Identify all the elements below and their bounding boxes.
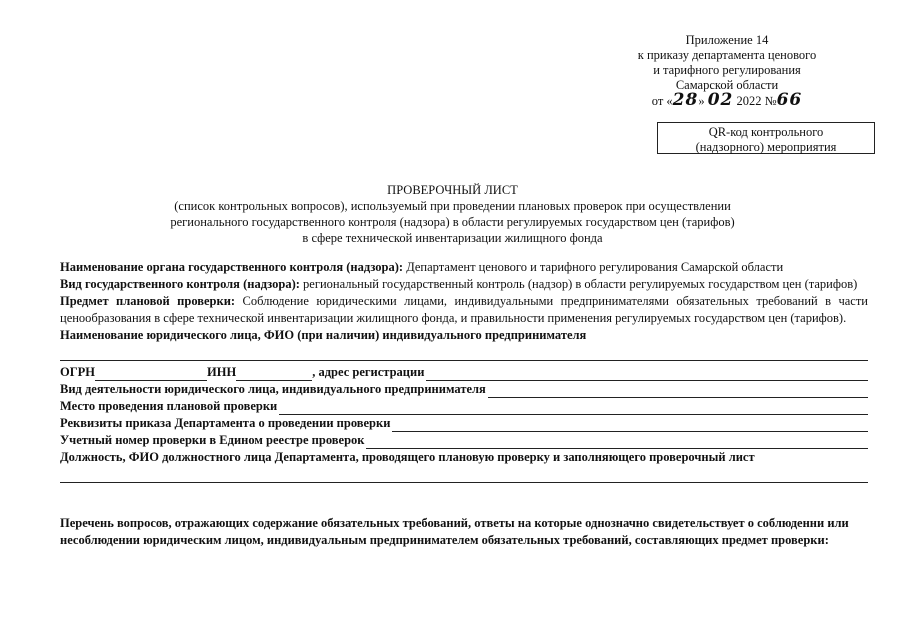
activity-row — [60, 381, 868, 398]
appendix-block — [607, 33, 847, 109]
official-label: Должность, ФИО должностного лица Департамента, проводящего плановую проверку и заполняющего проверочный лист — [60, 450, 755, 464]
order-details-label: Реквизиты приказа Департамента о проведении проверки — [60, 416, 391, 430]
inn-label: ИНН — [207, 365, 237, 379]
order-details-field[interactable] — [392, 419, 868, 432]
appendix-line4: Самарской области — [675, 78, 779, 92]
date-year-no: 2022 № — [733, 94, 777, 108]
handwritten-day: 28 — [672, 90, 699, 110]
official-field[interactable] — [60, 466, 868, 483]
authority-value: Департамент ценового и тарифного регулирования Самарской области — [403, 260, 784, 274]
subject-value: Соблюдение юридическими лицами, индивидуальными предпринимателями обязательных требований в части ценообразования в сфере технической инвентаризации жилищного фонда, и правильности применения регулируемых государством цен (тарифов). — [60, 294, 868, 325]
appendix-line2: к приказу департамента ценового — [637, 48, 817, 62]
registry-row — [60, 432, 868, 449]
ogrn-row — [60, 364, 868, 381]
qr-box-line1: QR-код контрольного — [708, 125, 824, 139]
handwritten-order-number: 66 — [776, 90, 803, 110]
inn-field[interactable] — [236, 368, 312, 381]
authority-label: Наименование органа государственного контроля (надзора): — [60, 260, 404, 274]
authority-row — [60, 259, 868, 276]
entity-name-field[interactable] — [60, 344, 868, 361]
address-field[interactable] — [426, 368, 868, 381]
qr-code-box — [657, 122, 875, 154]
registry-label: Учетный номер проверки в Едином реестре проверок — [60, 433, 365, 447]
title-subtitle-3: в сфере технической инвентаризации жилищного фонда — [302, 231, 603, 245]
place-row — [60, 398, 868, 415]
qr-box-line2: (надзорного) мероприятия — [695, 140, 837, 154]
form-fields — [60, 259, 868, 483]
place-field[interactable] — [279, 402, 868, 415]
order-details-row — [60, 415, 868, 432]
address-label: , адрес регистрации — [312, 365, 425, 379]
control-type-row — [60, 276, 868, 293]
questions-heading: Перечень вопросов, отражающих содержание обязательных требований, ответы на которые однозначно свидетельствует о соблюденни или несоблюдении юридическим лицом, индивидуальным предпринимателем обязательных требований, составляющих предмет проверки: — [60, 516, 849, 547]
title-subtitle-2: регионального государственного контроля (надзора) в области регулируемых государством цен (тарифов) — [170, 215, 735, 229]
control-type-value: региональный государственный контроль (надзор) в области регулируемых государством цен (тарифов) — [299, 277, 858, 291]
date-mid: » — [698, 94, 708, 108]
activity-label: Вид деятельности юридического лица, индивидуального предпринимателя — [60, 382, 486, 396]
date-prefix: от « — [651, 94, 673, 108]
activity-field[interactable] — [488, 385, 868, 398]
title-subtitle-1: (список контрольных вопросов), используемый при проведении плановых проверок при осуществлении — [174, 199, 731, 213]
title-block — [0, 182, 905, 246]
appendix-line3: и тарифного регулирования — [653, 63, 801, 77]
place-label: Место проведения плановой проверки — [60, 399, 278, 413]
appendix-date-line — [607, 90, 847, 110]
subject-label: Предмет плановой проверки: — [60, 294, 236, 308]
ogrn-label: ОГРН — [60, 365, 96, 379]
ogrn-field[interactable] — [95, 368, 207, 381]
subject-row — [60, 293, 868, 327]
appendix-line1: Приложение 14 — [685, 33, 769, 47]
control-type-label: Вид государственного контроля (надзора): — [60, 277, 300, 291]
registry-field[interactable] — [366, 436, 868, 449]
handwritten-month: 02 — [707, 90, 734, 110]
entity-name-label: Наименование юридического лица, ФИО (при наличии) индивидуального предпринимателя — [60, 328, 587, 342]
page-title: ПРОВЕРОЧНЫЙ ЛИСТ — [387, 183, 518, 197]
